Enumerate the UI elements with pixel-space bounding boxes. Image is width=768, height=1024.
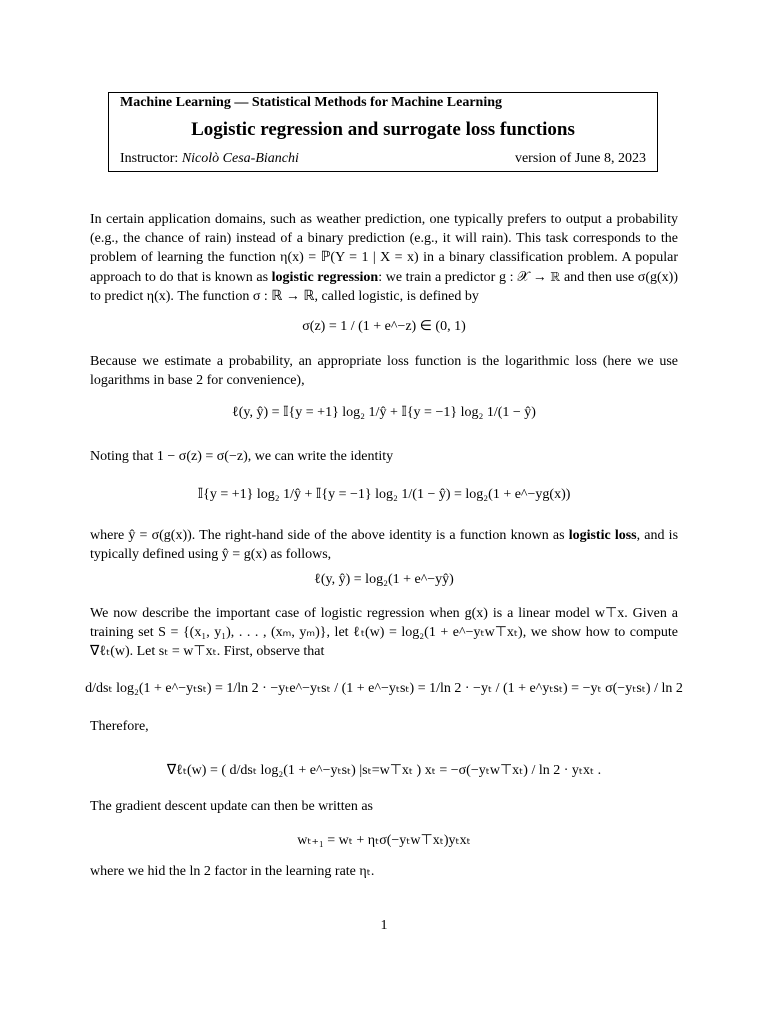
instructor (120, 151, 299, 167)
document-title: Logistic regression and surrogate loss functions (191, 119, 575, 140)
paragraph-logloss: Because we estimate a probability, an appropriate loss function is the logarithmic loss (here we use logarithms in base 2 for convenience), (90, 354, 678, 389)
equation-logistic: σ(z) = 1 / (1 + e^−z) ∈ (0, 1) (302, 319, 466, 334)
paragraph-therefore: Therefore, (90, 719, 149, 734)
version-date: version of June 8, 2023 (514, 151, 646, 166)
paragraph-intro-a: In certain application domains, such as weather prediction, one typically prefers to output a probability (e.g., the chance of rain) instead of a binary prediction (e.g., it will rain). This task corresponds to the problem of learning the function η(x) = ℙ(Y = 1 | X = x) in a binary classification problem. A popular approach to do that is known as (90, 212, 678, 285)
instructor-label: Instructor: (120, 151, 179, 166)
paragraph-logistic-loss-a: where ŷ = σ(g(x)). The right-hand side of the above identity is a function known as (90, 528, 565, 543)
equation-logistic-loss: ℓ(y, ŷ) = log₂(1 + e^−yŷ) (314, 572, 454, 587)
paragraph-logistic-loss (90, 526, 678, 564)
equation-logarithmic-loss: ℓ(y, ŷ) = 𝕀{y = +1} log₂ 1/ŷ + 𝕀{y = −1} log₂ 1/(1 − ŷ) (232, 405, 536, 420)
instructor-name: Nicolò Cesa-Bianchi (181, 151, 299, 166)
page-number: 1 (380, 918, 388, 933)
equation-gradient: ∇ℓₜ(w) = ( d/dsₜ log₂(1 + e^−yₜsₜ) |sₜ=w⊤xₜ ) xₜ = −σ(−yₜw⊤xₜ) / ln 2 · yₜxₜ . (166, 763, 602, 778)
course-title: Machine Learning — Statistical Methods for Machine Learning (120, 95, 502, 110)
paragraph-identity: Noting that 1 − σ(z) = σ(−z), we can write the identity (90, 449, 394, 464)
paragraph-linear-model: We now describe the important case of logistic regression when g(x) is a linear model w⊤x. Given a training set S = {(x₁, y₁), . . . , (xₘ, yₘ)}, let ℓₜ(w) = log₂(1 + e^−yₜw⊤xₜ), we show how to compute ∇ℓₜ(w). Let sₜ = w⊤xₜ. First, observe that (90, 606, 678, 660)
equation-identity: 𝕀{y = +1} log₂ 1/ŷ + 𝕀{y = −1} log₂ 1/(1 − ŷ) = log₂(1 + e^−yg(x)) (197, 487, 571, 502)
equation-gd-update: wₜ₊₁ = wₜ + ηₜσ(−yₜw⊤xₜ)yₜxₜ (297, 833, 471, 848)
paragraph-learning-rate: where we hid the ln 2 factor in the learning rate ηₜ. (90, 864, 375, 879)
keyword-logistic-loss: logistic loss (568, 528, 637, 543)
header-box (108, 92, 658, 172)
paragraph-intro-b: : we train a predictor g : 𝒳 → ℝ and then use σ(g(x)) to predict η(x). The function σ : ℝ → ℝ, called logistic, is defined by (90, 269, 678, 304)
paragraph-gd-update: The gradient descent update can then be written as (90, 799, 373, 814)
keyword-logistic-regression: logistic regression (271, 269, 379, 285)
equation-derivative: d/dsₜ log₂(1 + e^−yₜsₜ) = 1/ln 2 · −yₜe^−yₜsₜ / (1 + e^−yₜsₜ) = 1/ln 2 · −yₜ / (1 + e^yₜsₜ) = −yₜ σ(−yₜsₜ) / ln 2 (85, 681, 683, 696)
paragraph-logistic-loss-b: , and is typically defined using ŷ = g(x) as follows, (90, 528, 679, 563)
paragraph-intro (90, 210, 678, 306)
